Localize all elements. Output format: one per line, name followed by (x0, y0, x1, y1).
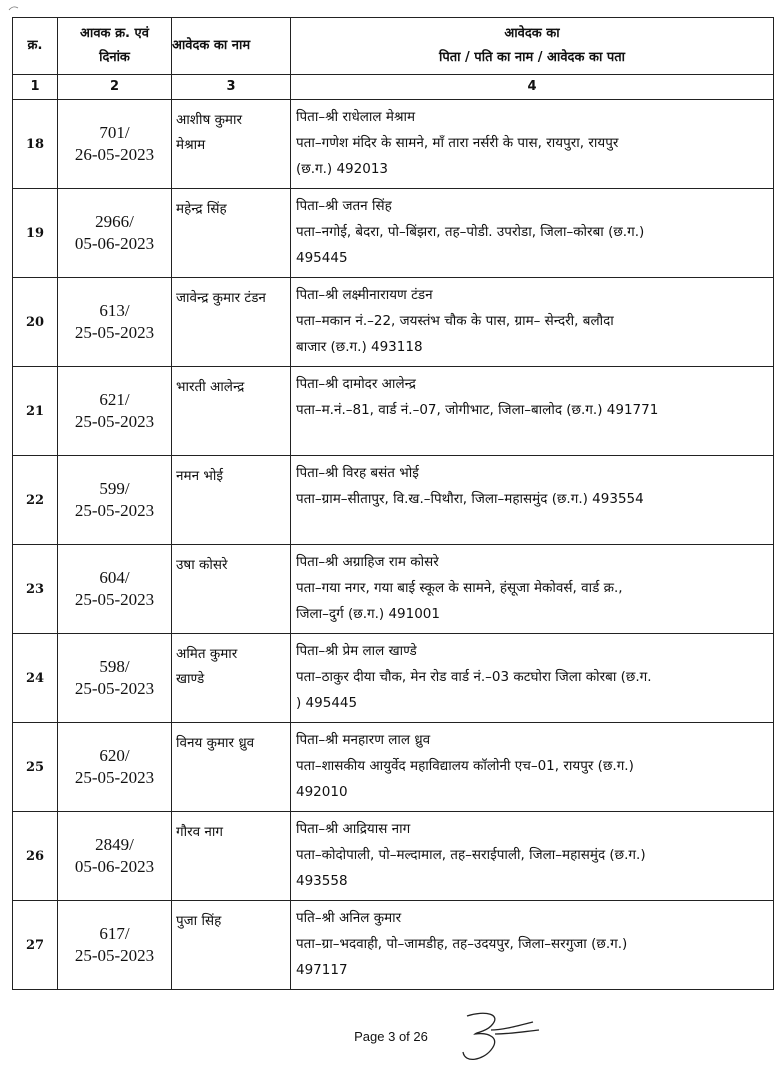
aawak-number: 599/ (99, 479, 130, 498)
address-line: 495445 (296, 250, 348, 266)
serial-number: 18 (13, 100, 58, 189)
applicant-name-line: नमन भोई (176, 468, 223, 484)
aawak-cell (58, 278, 172, 367)
aawak-cell (58, 723, 172, 812)
applicant-name-cell (172, 901, 291, 990)
address-line: पिता–श्री राधेलाल मेश्राम (296, 109, 416, 125)
address-line: 493558 (296, 873, 348, 889)
aawak-cell (58, 189, 172, 278)
address-line: पता–म.नं.–81, वार्ड नं.–07, जोगीभाट, जिला–बालोद (छ.ग.) 491771 (296, 402, 659, 418)
address-line: पता–ग्रा–भदवाही, पो–जामडीह, तह–उदयपुर, जिला–सरगुजा (छ.ग.) (296, 936, 628, 952)
address-line: 497117 (296, 962, 348, 978)
aawak-date: 25-05-2023 (74, 412, 155, 431)
aawak-cell (58, 100, 172, 189)
serial-number: 19 (13, 189, 58, 278)
address-line: बाजार (छ.ग.) 493118 (296, 339, 423, 355)
applicant-table (12, 17, 774, 990)
serial-number: 25 (13, 723, 58, 812)
serial-number: 26 (13, 812, 58, 901)
header-name: आवेदक का नाम (172, 18, 291, 75)
address-cell (291, 278, 774, 367)
aawak-date: 25-05-2023 (74, 768, 155, 787)
aawak-number: 620/ (99, 746, 130, 765)
aawak-date: 25-05-2023 (74, 590, 155, 609)
aawak-cell (58, 545, 172, 634)
applicant-name-cell (172, 723, 291, 812)
serial-number: 21 (13, 367, 58, 456)
aawak-number: 617/ (99, 924, 130, 943)
address-cell (291, 367, 774, 456)
header-aawak (58, 18, 172, 75)
table-row (13, 278, 774, 367)
table-row (13, 456, 774, 545)
applicant-name-cell (172, 634, 291, 723)
table-body (13, 100, 774, 990)
aawak-number: 2966/ (95, 212, 134, 231)
address-line: पता–नगोई, बेदरा, पो–बिंझरा, तह–पोडी. उपरोडा, जिला–कोरबा (छ.ग.) (296, 224, 645, 240)
address-line: पता–शासकीय आयुर्वेद महाविद्यालय कॉलोनी एच–01, रायपुर (छ.ग.) (296, 758, 634, 774)
applicant-name-cell (172, 278, 291, 367)
address-line: पिता–श्री लक्ष्मीनारायण टंडन (296, 287, 433, 303)
address-line: पिता–श्री आद्रियास नाग (296, 821, 411, 837)
header-aawak-line1: आवक क्र. एवं (80, 26, 149, 41)
address-cell (291, 189, 774, 278)
applicant-name-line: पुजा सिंह (176, 913, 222, 929)
aawak-date: 25-05-2023 (74, 323, 155, 342)
aawak-number: 701/ (99, 123, 130, 142)
address-line: ) 495445 (296, 695, 358, 711)
table-row (13, 367, 774, 456)
address-cell (291, 634, 774, 723)
table-row (13, 901, 774, 990)
header-address-line1: आवेदक का (504, 26, 560, 41)
column-number: 3 (172, 75, 291, 100)
aawak-number: 621/ (99, 390, 130, 409)
serial-number: 20 (13, 278, 58, 367)
aawak-date: 05-06-2023 (74, 234, 155, 253)
address-line: पिता–श्री अग्राहिज राम कोसरे (296, 554, 439, 570)
address-cell (291, 545, 774, 634)
address-line: जिला–दुर्ग (छ.ग.) 491001 (296, 606, 440, 622)
aawak-date: 26-05-2023 (74, 145, 155, 164)
applicant-name-line: मेश्राम (176, 137, 206, 153)
column-number-row (13, 75, 774, 100)
address-line: पता–ग्राम–सीतापुर, वि.ख.–पिथौरा, जिला–महासमुंद (छ.ग.) 493554 (296, 491, 644, 507)
address-cell (291, 901, 774, 990)
column-number: 1 (13, 75, 58, 100)
aawak-number: 598/ (99, 657, 130, 676)
address-line: पिता–श्री विरह बसंत भोई (296, 465, 419, 481)
address-line: पति–श्री अनिल कुमार (296, 910, 402, 926)
applicant-name-line: उषा कोसरे (176, 557, 228, 573)
aawak-number: 613/ (99, 301, 130, 320)
address-line: पता–कोदोपाली, पो–मल्दामाल, तह–सराईपाली, जिला–महासमुंद (छ.ग.) (296, 847, 646, 863)
column-number: 4 (291, 75, 774, 100)
aawak-date: 25-05-2023 (74, 679, 155, 698)
table-row (13, 545, 774, 634)
applicant-name-cell (172, 456, 291, 545)
applicant-name-line: अमित कुमार (176, 646, 238, 662)
aawak-number: 604/ (99, 568, 130, 587)
applicant-name-line: गौरव नाग (176, 824, 224, 840)
scan-mark (8, 4, 20, 12)
aawak-number: 2849/ (95, 835, 134, 854)
applicant-name-line: भारती आलेन्द्र (176, 379, 245, 395)
serial-number: 27 (13, 901, 58, 990)
serial-number: 22 (13, 456, 58, 545)
applicant-name-cell (172, 812, 291, 901)
applicant-name-line: खाण्डे (176, 671, 205, 687)
page-footer: Page 3 of 26 (354, 1029, 428, 1044)
applicant-name-cell (172, 367, 291, 456)
column-number: 2 (58, 75, 172, 100)
address-line: पिता–श्री मनहारण लाल ध्रुव (296, 732, 431, 748)
table-row (13, 189, 774, 278)
header-serial: क्र. (13, 18, 58, 75)
aawak-date: 05-06-2023 (74, 857, 155, 876)
address-cell (291, 723, 774, 812)
address-cell (291, 100, 774, 189)
address-line: पता–गया नगर, गया बाई स्कूल के सामने, हंसूजा मेकोवर्स, वार्ड क्र., (296, 580, 623, 596)
table-row (13, 634, 774, 723)
address-line: पता–ठाकुर दीया चौक, मेन रोड वार्ड नं.–03 कटघोरा जिला कोरबा (छ.ग. (296, 669, 652, 685)
address-line: पिता–श्री प्रेम लाल खाण्डे (296, 643, 417, 659)
table-row (13, 100, 774, 189)
address-line: पिता–श्री दामोदर आलेन्द्र (296, 376, 416, 392)
aawak-cell (58, 901, 172, 990)
header-address (291, 18, 774, 75)
address-line: 492010 (296, 784, 348, 800)
serial-number: 24 (13, 634, 58, 723)
applicant-name-cell (172, 189, 291, 278)
applicant-name-cell (172, 545, 291, 634)
serial-number: 23 (13, 545, 58, 634)
aawak-cell (58, 456, 172, 545)
applicant-name-line: आशीष कुमार (176, 112, 243, 128)
table-row (13, 812, 774, 901)
header-address-line2: पिता / पति का नाम / आवेदक का पता (438, 50, 625, 65)
aawak-cell (58, 812, 172, 901)
applicant-name-cell (172, 100, 291, 189)
address-line: पता–गणेश मंदिर के सामने, माँ तारा नर्सरी के पास, रायपुरा, रायपुर (296, 135, 619, 151)
address-cell (291, 812, 774, 901)
table-row (13, 723, 774, 812)
header-aawak-line2: दिनांक (99, 50, 130, 65)
address-line: पता–मकान नं.–22, जयस्तंभ चौक के पास, ग्राम– सेन्दरी, बलौदा (296, 313, 614, 329)
applicant-name-line: जावेन्द्र कुमार टंडन (176, 290, 266, 306)
signature (455, 1008, 545, 1068)
address-line: (छ.ग.) 492013 (296, 161, 389, 177)
applicant-name-line: महेन्द्र सिंह (176, 201, 227, 217)
aawak-date: 25-05-2023 (74, 946, 155, 965)
aawak-cell (58, 367, 172, 456)
address-cell (291, 456, 774, 545)
applicant-name-line: विनय कुमार ध्रुव (176, 735, 255, 751)
header-row (13, 18, 774, 75)
aawak-date: 25-05-2023 (74, 501, 155, 520)
address-line: पिता–श्री जतन सिंह (296, 198, 392, 214)
aawak-cell (58, 634, 172, 723)
